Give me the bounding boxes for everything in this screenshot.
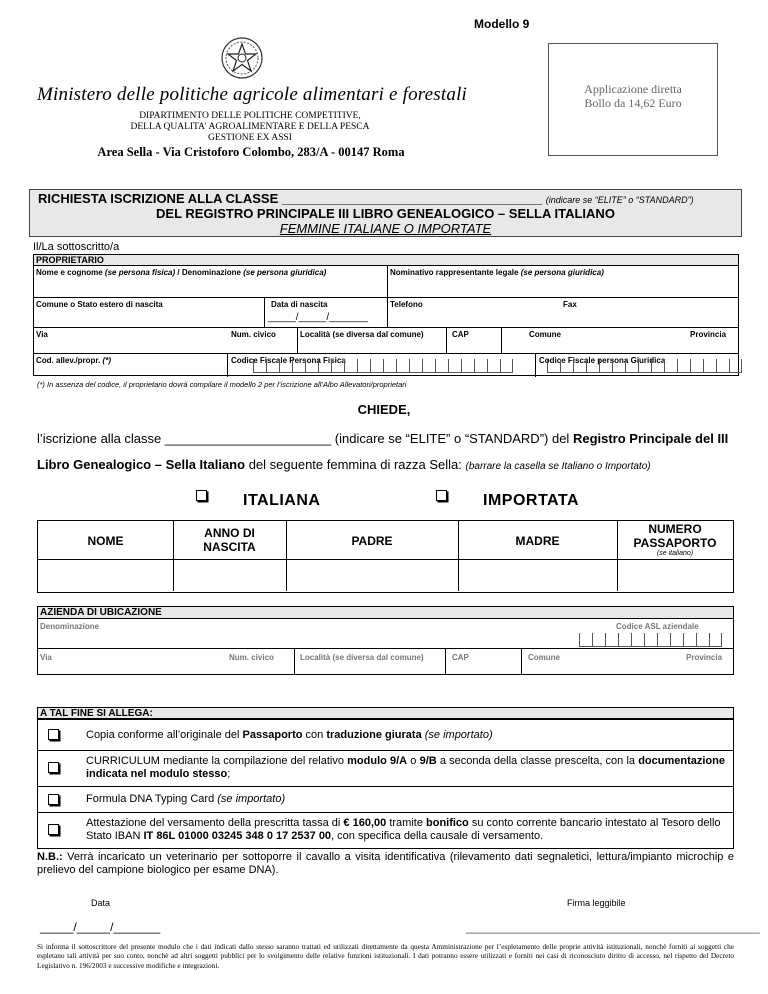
madre-input[interactable]	[460, 562, 615, 589]
department-block	[80, 111, 420, 144]
azienda-comune-label: Comune	[528, 653, 560, 662]
azienda-localita-label: Località (se diversa dal comune)	[300, 653, 424, 662]
request-line-2: Libro Genealogico – Sella Italiano del seguente femmina di razza Sella: (barrare la casella se Italiano o Importato)	[37, 457, 651, 472]
nome-input[interactable]	[40, 562, 171, 589]
stamp-box	[548, 43, 718, 156]
stamp-line: Applicazione diretta	[584, 82, 682, 96]
telefono-label: Telefono	[390, 300, 423, 309]
sottoscritto-label: Il/La sottoscritto/a	[33, 241, 120, 253]
title-note: (indicare se “ELITE” o “STANDARD”)	[545, 195, 694, 205]
anno-nascita-input[interactable]	[175, 562, 284, 589]
via-label: Via	[36, 330, 48, 339]
rappresentante-label: Nominativo rappresentante legale (se persona giuridica)	[390, 268, 604, 277]
horse-table	[37, 520, 734, 593]
azienda-section	[37, 606, 734, 675]
importata-label: IMPORTATA	[483, 492, 580, 509]
ministry-name: Ministero delle politiche agricole alimentari e forestali	[37, 84, 468, 105]
allega-text: Copia conforme all’originale del Passaporto con traduzione giurata (se importato)	[86, 729, 493, 741]
azienda-cap-label: CAP	[452, 653, 469, 662]
department-line: DELLA QUALITA' AGROALIMENTARE E DELLA PESCA	[130, 122, 370, 132]
allega-item-dna	[37, 787, 734, 813]
ministry-address: Area Sella - Via Cristoforo Colombo, 283/A - 00147 Roma	[97, 145, 405, 159]
allega-item-passaporto	[37, 719, 734, 751]
data-label: Data	[91, 898, 111, 908]
col-anno-nascita: ANNO DI NASCITA	[203, 526, 256, 554]
stamp-line: Bollo da 14,62 Euro	[584, 96, 682, 110]
request-line-1: l’iscrizione alla classe _______________________ (indicare se “ELITE” o “STANDARD”) del Registro Principale del III	[37, 431, 729, 446]
azienda-header: AZIENDA DI UBICAZIONE	[40, 607, 162, 618]
azienda-provincia-label: Provincia	[686, 653, 723, 662]
form-model-number: Modello 9	[474, 17, 530, 31]
fax-label: Fax	[563, 300, 577, 309]
allega-header-bar	[37, 707, 734, 719]
allega-checkbox-passaporto[interactable]	[48, 729, 59, 740]
allega-item-curriculum	[37, 751, 734, 787]
allega-checkbox-versamento[interactable]	[48, 824, 59, 835]
title-line-2: DEL REGISTRO PRINCIPALE III LIBRO GENEALOGICO – SELLA ITALIANO	[156, 206, 615, 221]
comune-nascita-label: Comune o Stato estero di nascita	[36, 300, 163, 309]
cf-fisica-field[interactable]	[253, 359, 513, 373]
col-nome: NOME	[87, 534, 124, 548]
allega-text: Formula DNA Typing Card (se importato)	[86, 793, 286, 805]
department-line: GESTIONE EX ASSI	[208, 133, 292, 143]
localita-label: Località (se diversa dal comune)	[300, 330, 424, 339]
italiana-label: ITALIANA	[243, 492, 321, 509]
title-line-3: FEMMINE ITALIANE O IMPORTATE	[279, 221, 492, 236]
comune-label: Comune	[529, 330, 561, 339]
privacy-notice: Si informa il sottoscrittore del presente modulo che i dati indicati dallo stesso saranno trattati ed utilizzati direttamente da questa Amministrazione per l’espletamento delle proprie attività istituzionali, nonchè forniti ai soggetti che espletano tali attività per suo conto, nonchè ad altri soggetti pubblici per lo svolgimento delle relative funzioni istituzionali. I dati potranno essere utilizzati e forniti nei casi di riconosciuto diritto di accesso, nel rispetto del Decreto Legislativo n. 196/2003 e successive modifiche e integrazioni.	[37, 942, 734, 970]
cod-allev-label: Cod. allev./propr. (*)	[36, 356, 111, 365]
footnote: (*) In assenza del codice, il proprietario dovrà compilare il modello 2 per l’iscrizione all’Albo Allevatori/proprietari	[37, 380, 407, 389]
data-nascita-field[interactable]: _____/_____/_______	[268, 312, 369, 323]
firma-field[interactable]: ____________________________________________	[466, 920, 760, 934]
nome-cognome-field[interactable]	[36, 279, 384, 295]
codice-asl-label: Codice ASL aziendale	[616, 622, 699, 631]
padre-input[interactable]	[288, 562, 456, 589]
col-padre: PADRE	[351, 534, 393, 548]
allega-item-versamento	[37, 813, 734, 849]
title-text: RICHIESTA ISCRIZIONE ALLA CLASSE ____________________________________	[38, 191, 543, 206]
allega-header: A TAL FINE SI ALLEGA:	[40, 708, 153, 719]
passaporto-input[interactable]	[619, 562, 731, 589]
italiana-checkbox[interactable]	[196, 490, 207, 501]
nb-note: N.B.: Verrà incaricato un veterinario per sottoporre il cavallo a visita identificativa (rilevamento dati segnaletici, lettura/impianto microchip e prelievo del campione biologico per esame DNA).	[37, 851, 734, 876]
proprietario-header: PROPRIETARIO	[36, 255, 104, 265]
allega-checkbox-curriculum[interactable]	[48, 762, 59, 773]
allega-text: Attestazione del versamento della prescritta tassa di € 160,00 tramite bonifico su conto corrente bancario intestato al Tesoro dello Stato IBAN IT 86L 01000 03245 348 0 17 2537 00, con specifica della causale di versamento.	[86, 817, 721, 842]
azienda-num-civico-label: Num. civico	[229, 653, 274, 662]
data-field[interactable]: _____/_____/_______	[40, 920, 161, 934]
department-line: DIPARTIMENTO DELLE POLITICHE COMPETITIVE,	[139, 111, 361, 121]
allega-text: CURRICULUM mediante la compilazione del relativo modulo 9/A o 9/B a seconda della classe prescelta, con la documentazione indicata nel modulo stesso;	[86, 755, 725, 780]
col-madre: MADRE	[515, 534, 560, 548]
cap-label: CAP	[452, 330, 469, 339]
proprietario-section	[33, 254, 739, 376]
cf-giuridica-field[interactable]	[547, 359, 742, 373]
cf-giuridica-label: Codice Fiscale persona Giuridica	[539, 356, 666, 365]
data-nascita-label: Data di nascita	[271, 300, 328, 309]
title-box	[29, 189, 742, 237]
num-civico-label: Num. civico	[231, 330, 276, 339]
importata-checkbox[interactable]	[436, 490, 447, 501]
provincia-label: Provincia	[690, 330, 727, 339]
firma-label: Firma leggibile	[567, 898, 626, 908]
chiede-heading: CHIEDE,	[357, 402, 411, 417]
azienda-via-label: Via	[40, 653, 52, 662]
col-numero-passaporto: NUMERO PASSAPORTO (se italiano)	[633, 522, 717, 557]
italian-republic-emblem	[220, 36, 264, 80]
denominazione-label: Denominazione	[40, 622, 100, 631]
allega-checkbox-dna[interactable]	[48, 794, 59, 805]
nome-cognome-label: Nome e cognome (se persona fisica) / Denominazione (se persona giuridica)	[36, 268, 327, 277]
rappresentante-field[interactable]	[390, 279, 736, 295]
cf-fisica-label: Codice Fiscale Persona Fisica	[231, 356, 346, 365]
codice-asl-field[interactable]	[579, 633, 722, 647]
title-line-1	[38, 191, 694, 206]
